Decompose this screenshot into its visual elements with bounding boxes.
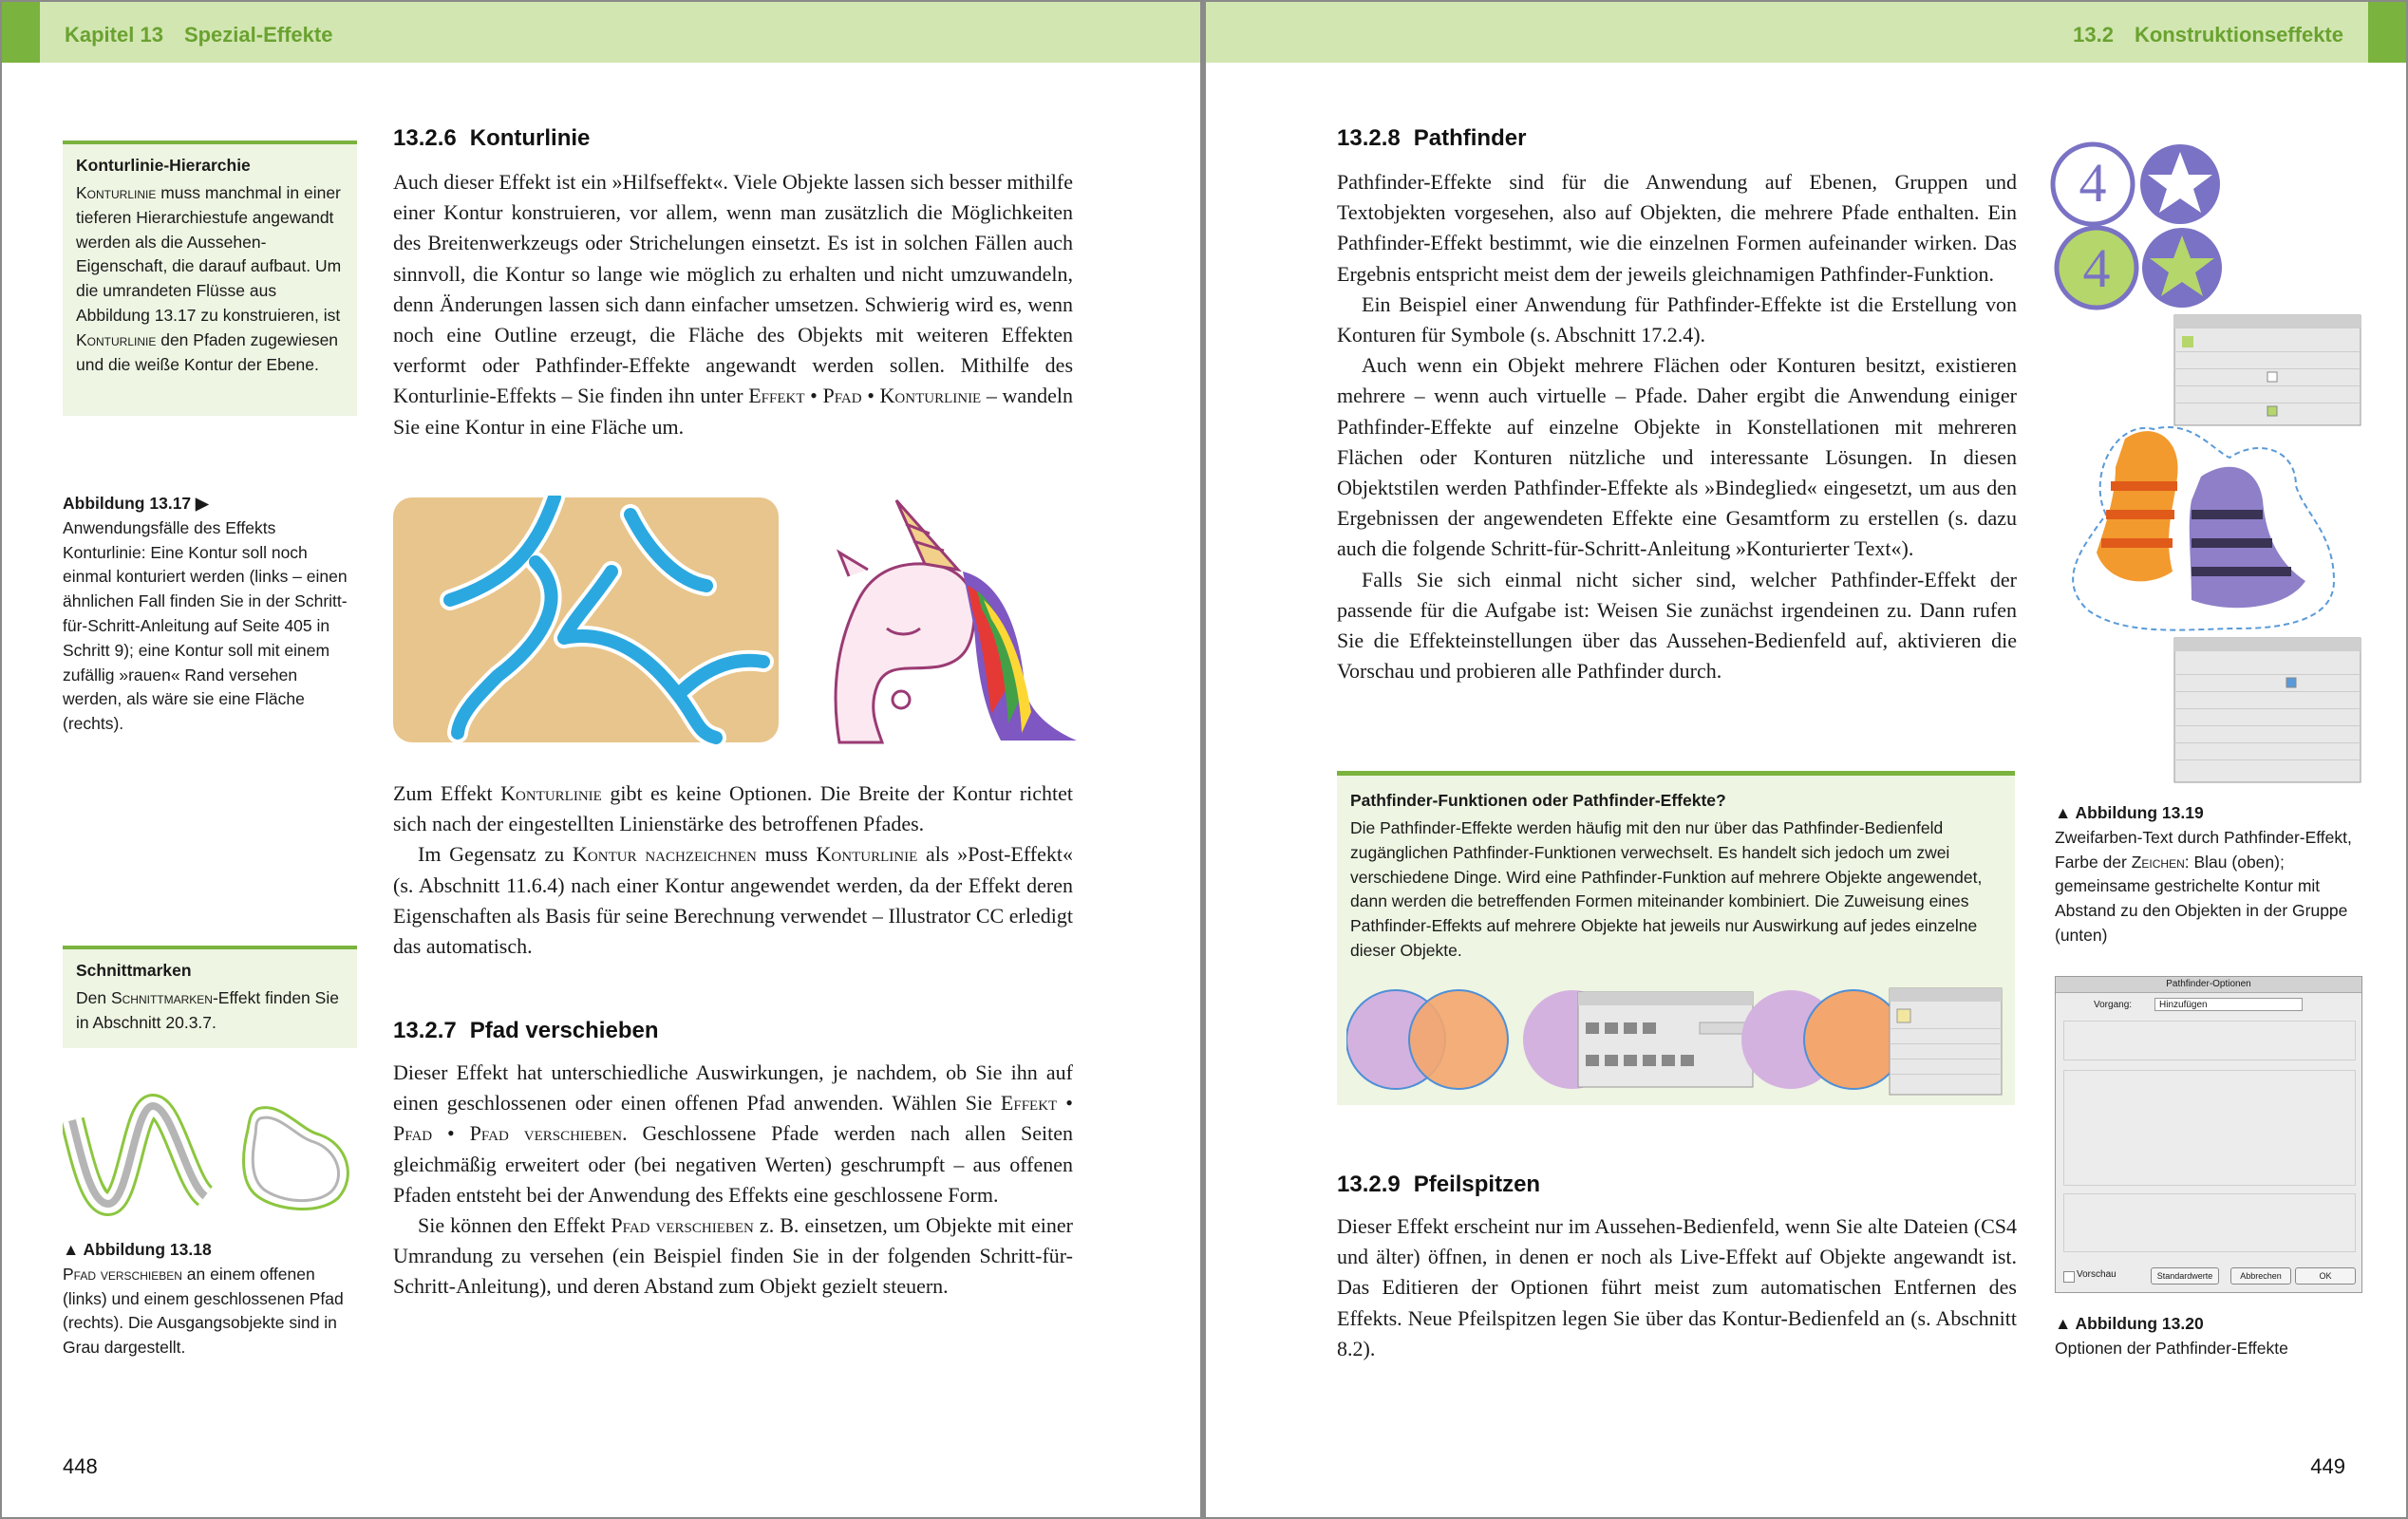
section-number: 13.2.9 [1337,1172,1401,1197]
circle-orange-effect [1804,990,1903,1089]
aussehen-panel-small [1890,988,2002,1095]
sidebar-text-part: -Effekt finden Sie in Abschnitt 20.3.7. [76,988,339,1032]
text-run: z. B. einsetzen, um Objekte mit einer Umrandung zu versehen (ein Beispiel finden Sie in der folgenden Schritt-für-Schritt-Anleitung), und deren Abstand zum Objekt gezielt steuern. [393,1213,1074,1299]
running-header-left [2,2,1200,63]
section-title: Pfeilspitzen [1413,1172,1541,1197]
menu-term: Kontur nachzeichnen [573,842,757,867]
text-run: als »Post-Effekt« (s. Abschnitt 11.6.4) nach einer Kontur angewendet werden, da der Effekt deren Eigenschaften als Basis für seine Berechnung verwendet – Illustrator CC erledigt das automatisch. [393,842,1073,959]
text-run: . Geschlossene Pfade werden nach allen Seiten gleichmäßig erweitert oder (bei negativen Werten) geschrumpft – aus offenen Pfaden entsteht bei der Anwendung des Effekts eine geschlossene Form. [393,1121,1073,1207]
body-text-13-2-6-part2 [393,778,1073,962]
infobox-text: Die Pathfinder-Effekte werden häufig mit den nur über das Pathfinder-Bedienfeld zugänglichen Pathfinder-Funktionen verwechselt. Es handelt sich jedoch um zwei verschiedene Dinge. Wird eine Pathfinder-Funktion auf mehrere Objekte angewendet, dann werden die betreffenden Formen miteinander kombiniert. Die Zuweisung eines Pathfinder-Effekts auf mehrere Objekte hat jeweils nur Auswirkung auf jedes einzelne dieser Objekte. [1350,818,1983,960]
paragraph [393,1058,1073,1210]
menu-term: Zeichen [2131,852,2185,872]
vorgang-label: Vorgang: [2094,1000,2133,1010]
menu-term: Schnittmarken [110,988,213,1007]
circle-orange [1409,990,1508,1089]
header-chapter-name: Spezial-Effekte [183,23,333,47]
caption-title: ▲ Abbildung 13.19 [2055,803,2204,822]
header-accent-bar [2,2,40,63]
caption-text-part: an einem offenen (links) und einem geschlossenen Pfad (rechts). Die Ausgangsobjekte sind in Grau dargestellt. [63,1264,344,1358]
section-number: 13.2.7 [393,1018,457,1043]
paragraph: Auch wenn ein Objekt mehrere Flächen oder Konturen besitzt, existieren mehrere – wenn auch virtuelle – Pfade. Daher ergibt die Anwendung einiger Pathfinder-Effekte auf einzelne Objekte in Konstellationen mit mehreren Flächen oder Konturen nützliche und interessante Lösungen. In diesen Objektstilen werden Pathfinder-Effekte als »Bindeglied« eingesetzt, um aus den Ergebnissen der angewendeten Effekte eine Gesamtform zu erstellen (s. dazu auch die folgende Schritt-für-Schritt-Anleitung »Konturierter Text«). [1337,353,2017,561]
sidebar-text-part: muss manchmal in einer tieferen Hierarchiestufe angewandt werden als die Aussehen-Eigenschaft, die darauf aufbaut. Um die umrandeten Flüsse aus Abbildung 13.17 zu konstruieren, ist [76,183,342,325]
right-page [1206,2,2406,1517]
paragraph [393,839,1073,962]
offset-closed-path [244,1108,348,1210]
caption-figure-13-18 [63,1238,359,1360]
paragraph: Falls Sie sich einmal nicht sicher sind, welcher Pathfinder-Effekt der passende für die Aufgabe ist: Weisen Sie zunächst irgendeinen zu. Dann rufen Sie die Effekteinstellungen über das Aussehen-Bedienfeld auf, aktivieren die Vorschau und probieren alle Pathfinder durch. [1337,567,2017,684]
cancel-button[interactable]: Abbrechen [2230,1267,2291,1285]
text-run: Dieser Effekt hat unterschiedliche Auswirkungen, je nachdem, ob Sie ihn auf einen geschlossenen oder einen offenen Pfad anwenden. Wählen Sie [393,1060,1073,1116]
ok-button[interactable]: OK [2295,1267,2356,1285]
page-number-left: 448 [63,1454,98,1478]
text-run: Sie können den Effekt [418,1213,611,1238]
caption-text: Optionen der Pathfinder-Effekte [2055,1338,2288,1358]
figure-13-17-konturlinie [393,496,1077,744]
left-page [2,2,1200,1517]
sidebar-box-title: Konturlinie-Hierarchie [76,156,251,175]
menu-term: Pfad verschieben [63,1264,182,1284]
pathfinder-options-dialog [2055,976,2362,1293]
page-number-right: 449 [2310,1454,2345,1478]
menu-path: Effekt • Pfad • Pfad verschieben [393,1091,1073,1146]
section-heading-13-2-9 [1337,1172,1540,1198]
unicorn-illustration [836,500,1077,742]
header-section-name: Konstruktionseffekte [2134,23,2343,47]
menu-term: Pfad verschieben [611,1213,754,1238]
digit-bottom: 4 [2082,237,2111,299]
caption-figure-13-17 [63,492,359,737]
header-accent-bar [2368,2,2406,63]
section-heading-13-2-6 [393,125,590,152]
dialog-title: Pathfinder-Optionen [2056,977,2361,993]
defaults-button[interactable]: Standardwerte [2151,1267,2219,1285]
sidebar-box-konturlinie-hierarchie [63,141,357,416]
body-text-13-2-9 [1337,1211,2017,1364]
figure-13-18-offset-path [63,1092,359,1217]
section-title: Konturlinie [469,125,591,151]
dialog-group-2 [2063,1070,2356,1186]
sidebar-box-text [76,986,344,1036]
menu-term: Konturlinie [500,781,602,805]
caption-text [2055,826,2353,948]
preview-label: Vorschau [2077,1269,2116,1280]
sidebar-box-text [76,181,344,377]
aussehen-panel-bottom [2174,638,2361,782]
vorgang-select[interactable]: Hinzufügen [2154,998,2303,1011]
running-header-right [1206,2,2406,63]
header-section-title [2073,23,2343,47]
section-heading-13-2-7 [393,1018,658,1044]
section-heading-13-2-8 [1337,125,1526,152]
pathfinder-panel [1578,992,1753,1087]
caption-title: ▲ Abbildung 13.18 [63,1240,212,1259]
caption-figure-13-20 [2055,1312,2353,1361]
text-run: Im Gegensatz zu [418,842,574,867]
header-chapter-number: Kapitel 13 [65,23,163,47]
menu-term: Konturlinie [816,842,918,867]
original-closed-path [253,1117,338,1201]
purple-sock-figure [2190,467,2305,608]
menu-term: Konturlinie [76,329,157,349]
infobox-title: Pathfinder-Funktionen oder Pathfinder-Effekte? [1350,791,1726,810]
caption-text-part: : Blau (oben); gemeinsame gestrichelte Kontur mit Abstand zu den Objekten in der Gruppe (unten) [2055,852,2348,945]
dialog-group-3 [2063,1193,2356,1252]
infobox-pathfinder-illustration [1346,981,2005,1098]
caption-text: Anwendungsfälle des Effekts Konturlinie: Eine Kontur soll noch einmal konturiert werden (links – einen ähnlichen Fall finden Sie in der Schritt-für-Schritt-Anleitung auf Seite 405 in Schritt 9); eine Kontur soll mit einem zufällig »rauen« Rand versehen werden, als wäre sie eine Fläche (rechts). [63,517,348,734]
orange-sock-figure [2097,431,2178,581]
figure-13-19-two-color-text [2049,135,2364,786]
menu-term: Konturlinie [76,183,157,202]
section-number: 13.2.8 [1337,125,1401,151]
paragraph: Dieser Effekt erscheint nur im Aussehen-Bedienfeld, wenn Sie alte Dateien (CS4 und älter) öffnen, in denen er noch als Live-Effekt auf Objekte angewandt ist. Das Editieren der Optionen führt meist zum automatischen Entfernen des Effekts. Neue Pfeilspitzen legen Sie über das Kontur-Bedienfeld an (s. Abschnitt 8.2). [1337,1214,2017,1360]
caption-figure-13-19 [2055,801,2353,948]
body-text-13-2-8 [1337,167,2017,686]
section-title: Pfad verschieben [469,1018,659,1043]
body-text-13-2-7 [393,1058,1073,1303]
dialog-group-1 [2063,1021,2356,1060]
sidebar-box-schnittmarken [63,946,357,1048]
aussehen-panel-top [2174,315,2361,425]
menu-path: Effekt • Pfad • Konturlinie [748,384,982,408]
header-section-number: 13.2 [2073,23,2114,47]
body-text-13-2-6-part1 [393,167,1073,442]
preview-checkbox[interactable] [2063,1271,2075,1283]
paragraph [393,778,1073,839]
paragraph: Pathfinder-Effekte sind für die Anwendung auf Ebenen, Gruppen und Textobjekten vorgesehen, also auf Objekten, die mehrere Pfade enthalten. Ein Pathfinder-Effekt bestimmt, wie die einzelnen Formen aufeinander wirken. Das Ergebnis entspricht meist dem der jeweils gleichnamigen Pathfinder-Funktion. [1337,170,2017,286]
text-run: gibt es keine Optionen. Die Breite der Kontur richtet sich nach der eingestellten Linienstärke des betroffenen Pfades. [393,781,1073,836]
header-chapter-title [65,23,332,47]
text-run: Auch dieser Effekt ist ein »Hilfseffekt«. Viele Objekte lassen sich besser mithilfe einer Kontur konstruieren, vor allem, wenn man zusätzlich die Möglichkeiten des Breitenwerkzeugs oder Strichelungen einsetzt. Es ist in solchen Fällen auch sinnvoll, die Kontur so lange wie möglich zu erhalten und nicht umzuwandeln, denn Änderungen lassen sich dann einfacher umsetzen. Schwierig wird es, wenn noch eine Outline erzeugt, die Fläche des Objekts mit weiteren Effekten verformt oder Pathfinder-Effekte angewandt werden sollen. Mithilfe des Konturlinie-Effekts – Sie finden ihn unter [393,170,1073,408]
sidebar-box-title: Schnittmarken [76,961,192,980]
paragraph: Ein Beispiel einer Anwendung für Pathfinder-Effekte ist die Erstellung von Konturen für Symbole (s. Abschnitt 17.2.4). [1337,291,2017,347]
paragraph [393,167,1073,442]
sidebar-text-part: den Pfaden zugewiesen und die weiße Kontur der Ebene. [76,329,339,374]
sidebar-text-part: Den [76,988,111,1007]
caption-text [63,1263,359,1360]
caption-title: Abbildung 13.17 ▶ [63,494,209,513]
section-title: Pathfinder [1413,125,1527,151]
paragraph [393,1210,1073,1303]
text-run: muss [756,842,817,867]
text-run: – wandeln Sie eine Kontur in eine Fläche um. [393,384,1074,439]
caption-text-part: Zweifarben-Text durch Pathfinder-Effekt, Farbe der [2055,827,2352,872]
text-run: Zum Effekt [393,781,501,805]
section-number: 13.2.6 [393,125,457,151]
infobox-pathfinder [1337,771,2015,1105]
digit-top: 4 [2079,152,2107,214]
caption-title: ▲ Abbildung 13.20 [2055,1314,2204,1333]
